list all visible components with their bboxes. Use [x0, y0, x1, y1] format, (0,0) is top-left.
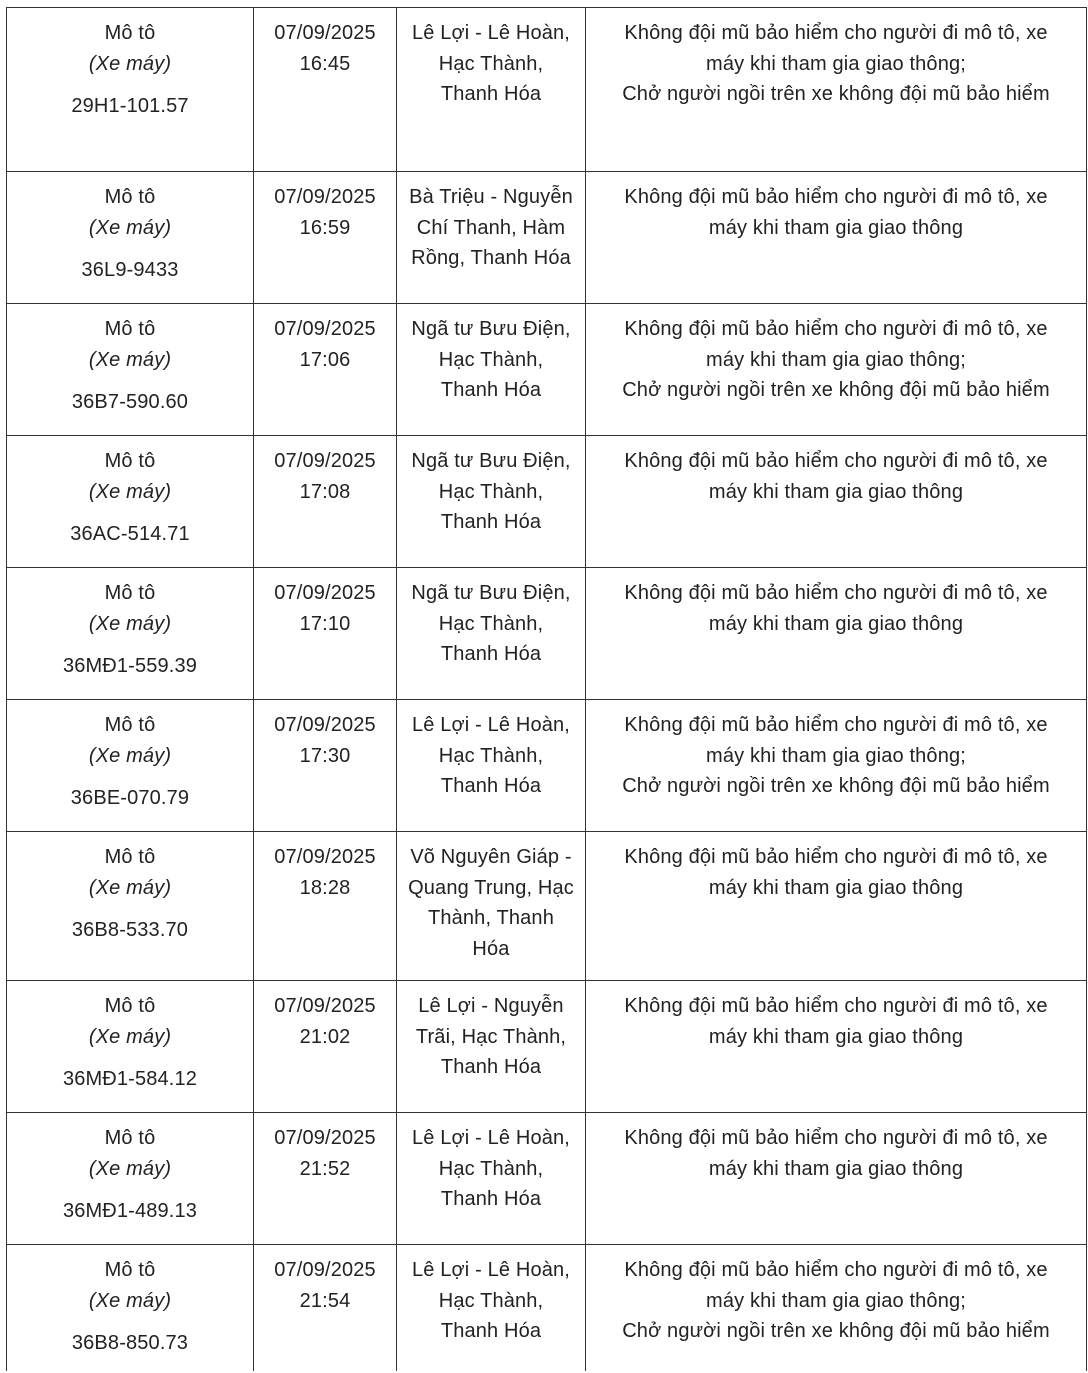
- vehicle-subtype: (Xe máy): [88, 612, 172, 635]
- datetime-cell: [254, 832, 397, 981]
- violation-line: Chở người ngồi trên xe không đội mũ bảo hiểm: [622, 83, 1050, 105]
- datetime-cell: [254, 172, 397, 304]
- location-line: Trãi, Hạc Thành,: [415, 1025, 567, 1048]
- violation-date: 07/09/2025: [274, 846, 376, 868]
- table-row: [7, 172, 1087, 304]
- vehicle-subtype: (Xe máy): [88, 216, 172, 239]
- vehicle-cell: [7, 172, 254, 304]
- location-line: Thanh Hóa: [440, 1320, 542, 1342]
- table-row: [7, 568, 1087, 700]
- location-line: Thanh Hóa: [440, 643, 542, 665]
- location-line: Lê Lợi - Lê Hoàn,: [412, 1259, 570, 1281]
- vehicle-cell: [7, 304, 254, 436]
- vehicle-subtype: (Xe máy): [88, 1157, 172, 1180]
- violation-cell: [586, 832, 1087, 981]
- datetime-cell: [254, 8, 397, 172]
- location-line: Thanh Hóa: [440, 1188, 542, 1210]
- violation-line: Chở người ngồi trên xe không đội mũ bảo hiểm: [622, 379, 1050, 401]
- vehicle-cell: [7, 568, 254, 700]
- violation-line: Không đội mũ bảo hiểm cho người đi mô tô, xe: [624, 714, 1048, 736]
- location-line: Thanh Hóa: [440, 1056, 542, 1078]
- violation-date: 07/09/2025: [274, 1127, 376, 1149]
- location-cell: [397, 700, 586, 832]
- location-cell: [397, 981, 586, 1113]
- violation-cell: [586, 568, 1087, 700]
- violation-time: 16:59: [299, 216, 351, 239]
- location-cell: [397, 8, 586, 172]
- location-cell: [397, 832, 586, 981]
- location-line: Lê Lợi - Lê Hoàn,: [412, 1127, 570, 1149]
- violation-line: máy khi tham gia giao thông;: [706, 744, 966, 767]
- violation-line: Chở người ngồi trên xe không đội mũ bảo hiểm: [622, 775, 1050, 797]
- violation-line: Không đội mũ bảo hiểm cho người đi mô tô, xe: [624, 1127, 1048, 1149]
- license-plate: 36MĐ1-559.39: [62, 655, 198, 677]
- vehicle-cell: [7, 8, 254, 172]
- violation-date: 07/09/2025: [274, 450, 376, 472]
- location-cell: [397, 436, 586, 568]
- violation-line: Không đội mũ bảo hiểm cho người đi mô tô, xe: [624, 318, 1048, 340]
- violation-cell: [586, 8, 1087, 172]
- vehicle-type: Mô tô: [104, 714, 156, 736]
- violation-line: máy khi tham gia giao thông: [708, 1025, 964, 1048]
- violation-cell: [586, 1113, 1087, 1245]
- location-line: Thanh Hóa: [440, 511, 542, 533]
- table-row: [7, 436, 1087, 568]
- violation-date: 07/09/2025: [274, 1259, 376, 1281]
- violation-time: 21:02: [299, 1025, 351, 1048]
- violation-cell: [586, 304, 1087, 436]
- location-line: Bà Triệu - Nguyễn: [409, 186, 573, 208]
- location-cell: [397, 1245, 586, 1371]
- vehicle-type: Mô tô: [104, 450, 156, 472]
- datetime-cell: [254, 568, 397, 700]
- location-line: Lê Lợi - Nguyễn: [418, 995, 564, 1017]
- location-line: Hạc Thành,: [438, 52, 544, 75]
- datetime-cell: [254, 700, 397, 832]
- violation-line: Không đội mũ bảo hiểm cho người đi mô tô, xe: [624, 995, 1048, 1017]
- vehicle-subtype: (Xe máy): [88, 1289, 172, 1312]
- violation-line: Không đội mũ bảo hiểm cho người đi mô tô, xe: [624, 846, 1048, 868]
- location-cell: [397, 568, 586, 700]
- location-line: Hóa: [472, 937, 510, 960]
- vehicle-type: Mô tô: [104, 846, 156, 868]
- violation-time: 17:30: [299, 744, 351, 767]
- violation-date: 07/09/2025: [274, 714, 376, 736]
- vehicle-type: Mô tô: [104, 186, 156, 208]
- violation-line: máy khi tham gia giao thông: [708, 1157, 964, 1180]
- violation-line: Không đội mũ bảo hiểm cho người đi mô tô, xe: [624, 450, 1048, 472]
- violation-date: 07/09/2025: [274, 186, 376, 208]
- location-cell: [397, 304, 586, 436]
- location-cell: [397, 172, 586, 304]
- vehicle-type: Mô tô: [104, 22, 156, 44]
- violation-line: máy khi tham gia giao thông: [708, 216, 964, 239]
- violation-line: Không đội mũ bảo hiểm cho người đi mô tô, xe: [624, 582, 1048, 604]
- datetime-cell: [254, 304, 397, 436]
- location-line: Hạc Thành,: [438, 348, 544, 371]
- violation-line: máy khi tham gia giao thông: [708, 480, 964, 503]
- location-line: Ngã tư Bưu Điện,: [411, 450, 571, 472]
- location-line: Hạc Thành,: [438, 1157, 544, 1180]
- violations-table-body: [7, 8, 1087, 1371]
- vehicle-cell: [7, 981, 254, 1113]
- violation-date: 07/09/2025: [274, 995, 376, 1017]
- violation-line: Không đội mũ bảo hiểm cho người đi mô tô, xe: [624, 22, 1048, 44]
- violation-time: 18:28: [299, 876, 351, 899]
- location-line: Rồng, Thanh Hóa: [411, 247, 571, 269]
- violation-line: máy khi tham gia giao thông: [708, 612, 964, 635]
- vehicle-type: Mô tô: [104, 318, 156, 340]
- table-row: [7, 1113, 1087, 1245]
- location-line: Ngã tư Bưu Điện,: [411, 582, 571, 604]
- location-line: Thanh Hóa: [440, 379, 542, 401]
- license-plate: 36L9-9433: [81, 259, 179, 281]
- vehicle-cell: [7, 436, 254, 568]
- license-plate: 36B8-850.73: [71, 1332, 189, 1354]
- license-plate: 36AC-514.71: [70, 523, 190, 545]
- location-line: Thanh Hóa: [440, 83, 542, 105]
- table-row: [7, 304, 1087, 436]
- table-row: [7, 832, 1087, 981]
- location-line: Lê Lợi - Lê Hoàn,: [412, 714, 570, 736]
- violation-time: 21:54: [299, 1289, 351, 1312]
- location-line: Lê Lợi - Lê Hoàn,: [412, 22, 570, 44]
- vehicle-subtype: (Xe máy): [88, 348, 172, 371]
- vehicle-subtype: (Xe máy): [88, 744, 172, 767]
- datetime-cell: [254, 1113, 397, 1245]
- violation-line: Không đội mũ bảo hiểm cho người đi mô tô, xe: [624, 1259, 1048, 1281]
- violations-table: [6, 7, 1087, 1371]
- violation-line: máy khi tham gia giao thông;: [706, 348, 966, 371]
- violation-line: máy khi tham gia giao thông;: [706, 52, 966, 75]
- license-plate: 36MĐ1-584.12: [62, 1068, 198, 1090]
- violation-line: máy khi tham gia giao thông;: [706, 1289, 966, 1312]
- violation-cell: [586, 436, 1087, 568]
- license-plate: 36MĐ1-489.13: [62, 1200, 198, 1222]
- datetime-cell: [254, 981, 397, 1113]
- vehicle-cell: [7, 1245, 254, 1371]
- location-line: Chí Thanh, Hàm: [416, 216, 566, 239]
- vehicle-cell: [7, 1113, 254, 1245]
- location-line: Ngã tư Bưu Điện,: [411, 318, 571, 340]
- vehicle-type: Mô tô: [104, 582, 156, 604]
- violation-date: 07/09/2025: [274, 582, 376, 604]
- license-plate: 29H1-101.57: [71, 95, 189, 117]
- vehicle-subtype: (Xe máy): [88, 1025, 172, 1048]
- vehicle-type: Mô tô: [104, 1127, 156, 1149]
- vehicle-subtype: (Xe máy): [88, 52, 172, 75]
- location-line: Thành, Thanh: [428, 907, 554, 929]
- vehicle-subtype: (Xe máy): [88, 480, 172, 503]
- location-line: Võ Nguyên Giáp -: [410, 846, 572, 868]
- location-line: Thanh Hóa: [440, 775, 542, 797]
- violation-time: 17:06: [299, 348, 351, 371]
- datetime-cell: [254, 436, 397, 568]
- location-line: Hạc Thành,: [438, 744, 544, 767]
- license-plate: 36BE-070.79: [70, 787, 190, 809]
- violation-time: 16:45: [299, 52, 351, 75]
- vehicle-subtype: (Xe máy): [88, 876, 172, 899]
- violation-cell: [586, 981, 1087, 1113]
- violation-cell: [586, 700, 1087, 832]
- vehicle-type: Mô tô: [104, 995, 156, 1017]
- location-line: Hạc Thành,: [438, 612, 544, 635]
- datetime-cell: [254, 1245, 397, 1371]
- table-row: [7, 700, 1087, 832]
- location-line: Hạc Thành,: [438, 480, 544, 503]
- table-row: [7, 1245, 1087, 1371]
- table-row: [7, 8, 1087, 172]
- location-line: Hạc Thành,: [438, 1289, 544, 1312]
- violation-time: 21:52: [299, 1157, 351, 1180]
- violation-cell: [586, 172, 1087, 304]
- violation-line: máy khi tham gia giao thông: [708, 876, 964, 899]
- table-row: [7, 981, 1087, 1113]
- violation-date: 07/09/2025: [274, 22, 376, 44]
- license-plate: 36B7-590.60: [71, 391, 189, 413]
- violation-time: 17:08: [299, 480, 351, 503]
- violation-line: Chở người ngồi trên xe không đội mũ bảo hiểm: [622, 1320, 1050, 1342]
- violation-date: 07/09/2025: [274, 318, 376, 340]
- vehicle-cell: [7, 832, 254, 981]
- location-line: Quang Trung, Hạc: [408, 876, 574, 899]
- violation-time: 17:10: [299, 612, 351, 635]
- vehicle-cell: [7, 700, 254, 832]
- license-plate: 36B8-533.70: [71, 919, 189, 941]
- violation-cell: [586, 1245, 1087, 1371]
- vehicle-type: Mô tô: [104, 1259, 156, 1281]
- location-cell: [397, 1113, 586, 1245]
- violation-line: Không đội mũ bảo hiểm cho người đi mô tô, xe: [624, 186, 1048, 208]
